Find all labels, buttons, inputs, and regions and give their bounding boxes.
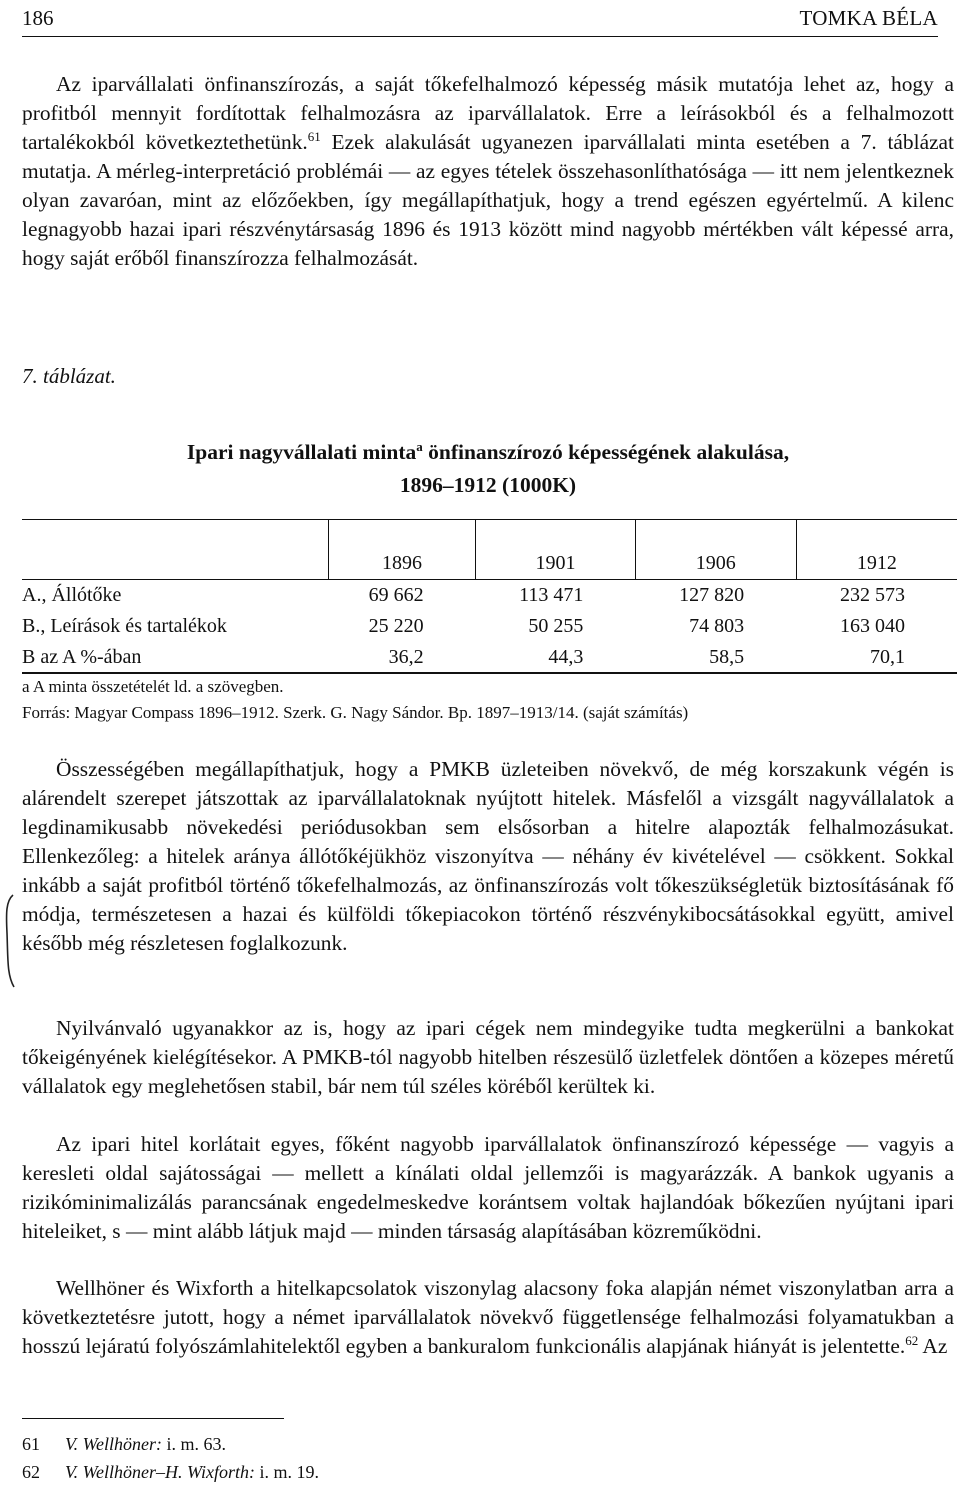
footnote-number: 62 <box>22 1462 40 1482</box>
data-table <box>22 519 957 674</box>
table-cell: 113 471 <box>519 584 584 606</box>
table-cell: 36,2 <box>329 642 476 673</box>
footnote <box>22 1458 954 1486</box>
table-header-row <box>22 520 957 580</box>
column-header: 1906 <box>635 520 796 580</box>
table-note: a A minta összetételét ld. a szövegben. <box>22 677 284 696</box>
table-caption: 7. táblázat. <box>22 364 116 388</box>
table-cell: 58,5 <box>635 642 796 673</box>
row-label: B., Leírások és tartalékok <box>22 615 227 637</box>
table-cell: 163 040 <box>840 615 905 637</box>
margin-bracket-mark <box>2 893 16 989</box>
data-table-wrapper <box>22 519 957 674</box>
table-title-note-mark: a <box>416 439 423 454</box>
running-header <box>22 6 938 36</box>
column-header: 1912 <box>796 520 957 580</box>
footnote-number: 61 <box>22 1434 40 1454</box>
table-cell: 70,1 <box>796 642 957 673</box>
footnote-text <box>65 1458 319 1486</box>
body-paragraph: Összességében megállapíthatjuk, hogy a PMKB üzleteiben növekvő, de még korszakunk végén is alárendelt szerepet játszottak az iparvállalatoknak nyújtott hitelek. Másfelől a vizsgált nagyvállalatok a legdinamikusabb növekedési periódusokban sem elsősorban a hitelre alapozták felhalmozásukat. Ellenkezőleg: a hitelek aránya állótőkéjükhöz viszonyítva — néhány év kivételével — csökkent. Sokkal inkább a saját profitból történő tőkefelhalmozás, az önfinanszírozás volt tőkeszükségletük biztosításának fő módja, természetesen a hazai és külföldi tőkepiacokon történő részvénykibocsátásokkal együtt, amivel később még részletesen foglalkozunk. <box>22 757 954 955</box>
footnote-rest: i. m. 63. <box>162 1434 227 1454</box>
table-row <box>22 611 957 642</box>
table-title-line2: 1896–1912 (1000K) <box>399 473 577 498</box>
paragraph-text: Az <box>918 1334 948 1358</box>
table-source: Forrás: Magyar Compass 1896–1912. Szerk. G. Nagy Sándor. Bp. 1897–1913/14. (saját számítás) <box>22 703 689 722</box>
table-row <box>22 642 957 673</box>
table-cell: 74 803 <box>689 615 745 637</box>
footnote-author: V. Wellhöner: <box>65 1434 162 1454</box>
header-rule <box>22 36 938 37</box>
paragraph-text: Wellhöner és Wixforth a hitelkapcsolatok viszonylag alacsony foka alapján német viszonylatban arra a következtetésre jutott, hogy a német iparvállalatok növekvő függetlensége felhalmozási folyamatukban a hosszú lejáratú folyószámlahitelektől egyben a bankuralom funkcionális alapjának hiányát is jelentette. <box>22 1276 954 1358</box>
column-header: 1901 <box>476 520 636 580</box>
intro-text-2: Ezek alakulását ugyanezen iparvállalati minta esetében a 7. táblázat mutatja. A mérleg-interpretáció problémái — az egyes tételek összehasonlíthatósága — itt nem jelentkeznek olyan zavaróan, mint az előzőekben, így megállapíthatjuk, hogy a trend egészen egyértelmű. A kilenc legnagyobb hazai ipari részvénytársaság 1896 és 1913 között mind nagyobb mértékben vált képessé arra, hogy saját erőből finanszírozza felhalmozását. <box>22 130 954 270</box>
table-header-empty <box>22 520 329 580</box>
table-notes <box>22 674 954 726</box>
table-title-line1: Ipari nagyvállalati minta$^a$ önfinanszírozó képességének alakulása, <box>186 439 790 465</box>
row-label: A., Állótőke <box>22 584 122 606</box>
table-cell: 232 573 <box>840 584 905 606</box>
table-cell: 50 255 <box>528 615 584 637</box>
intro-text-1: Az iparvállalati önfinanszírozás, a saját tőkefelhalmozó képesség másik mutatója lehet az, hogy a profitból mennyit fordítottak felhalmozásra az iparvállalatok. Erre a leírásokból és a felhalmozott tartalékokból következtethetünk. <box>22 72 954 154</box>
body-paragraph: Nyilvánvaló ugyanakkor az is, hogy az ipari cégek nem mindegyike tudta megkerülni a bankokat tőkeigényének kielégítésekor. A PMKB-tól nagyobb hitelben részesülő üzletfelek döntően a közepes méretű vállalatok egy meglehetősen stabil, bár nem túl széles köréből kerültek ki. <box>22 1016 954 1098</box>
page-number: 186 <box>22 6 54 30</box>
body-paragraph <box>22 1274 954 1361</box>
running-title: TOMKA BÉLA <box>799 6 938 30</box>
footnotes <box>22 1430 954 1486</box>
footnote-ref-62[interactable]: 62 <box>905 1332 919 1348</box>
table-cell: 44,3 <box>476 642 636 673</box>
row-label: B az A %-ában <box>22 642 329 673</box>
footnote-ref-61[interactable]: 61 <box>307 128 321 144</box>
table-row <box>22 580 957 612</box>
footnote-rule <box>22 1418 284 1419</box>
table-cell: 127 820 <box>679 584 745 606</box>
footnote <box>22 1430 954 1458</box>
table-cell: 69 662 <box>368 584 424 606</box>
table-title <box>22 430 954 502</box>
table-cell: 25 220 <box>368 615 424 637</box>
footnote-text <box>65 1430 226 1458</box>
footnote-rest: i. m. 19. <box>255 1462 320 1482</box>
intro-paragraph <box>22 70 954 273</box>
footnote-author: V. Wellhöner–H. Wixforth: <box>65 1462 255 1482</box>
column-header: 1896 <box>329 520 476 580</box>
body-paragraph: Az ipari hitel korlátait egyes, főként nagyobb iparvállalatok önfinanszírozó képessége — vagyis a keresleti oldal sajátosságai — mellett a kínálati oldal jellemzői is magyarázzák. A bankok ugyanis a rizikóminimalizálás parancsának engedelmeskedve korántsem voltak hajlandóak bőkezűen nyújtani ipari hiteleiket, s — mint alább látjuk majd — minden társaság alapításában közreműködni. <box>22 1132 954 1243</box>
